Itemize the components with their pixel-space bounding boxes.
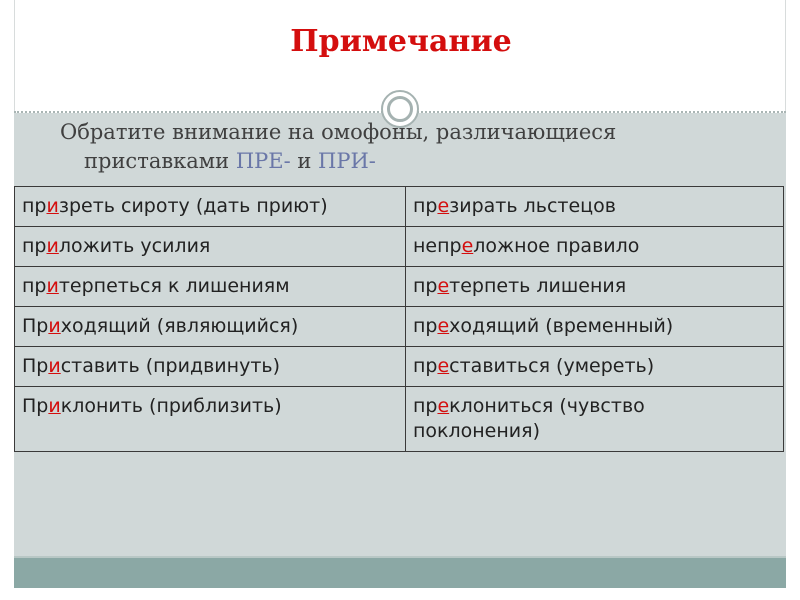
word-rest: ходящий (временный): [449, 315, 674, 337]
highlighted-vowel: и: [48, 355, 61, 377]
word-start: пр: [22, 195, 47, 217]
pre-word-cell: [405, 347, 783, 387]
slide-title: Примечание: [290, 24, 512, 59]
word-start: пр: [412, 395, 438, 417]
table-row: [15, 307, 784, 347]
word-start: пр: [22, 235, 47, 257]
word-rest: терпеться к лишениям: [58, 275, 290, 297]
pri-word-cell: [15, 347, 406, 387]
pri-word-cell: [15, 387, 406, 452]
pri-word-cell: [15, 307, 406, 347]
highlighted-vowel: и: [46, 275, 59, 297]
word-rest: ходящий (являющийся): [60, 315, 299, 337]
highlighted-vowel: е: [437, 275, 450, 297]
word-start: пр: [412, 275, 438, 297]
homophones-table: [14, 186, 784, 452]
word-rest: ставиться (умереть): [449, 355, 655, 377]
word-rest: терпеть лишения: [449, 275, 627, 297]
homophones-table-body: [15, 187, 784, 452]
pre-word-cell: [405, 267, 783, 307]
pre-word-cell: [405, 307, 783, 347]
table-row: [15, 347, 784, 387]
word-rest: зреть сироту (дать приют): [58, 195, 328, 217]
intro-and-text: и: [290, 149, 319, 173]
intro-prefix-text: приставками: [84, 149, 236, 173]
slide-footer: [14, 558, 786, 588]
table-row: [15, 227, 784, 267]
highlighted-vowel: и: [48, 315, 61, 337]
word-rest: клониться (чувство поклонения): [412, 395, 645, 442]
intro-line-1: Обратите внимание на омофоны, различающиеся: [60, 120, 617, 144]
highlighted-vowel: и: [48, 395, 61, 417]
word-start: непр: [412, 235, 462, 257]
pre-word-cell: [405, 187, 783, 227]
highlighted-vowel: е: [437, 315, 450, 337]
highlighted-vowel: е: [437, 395, 450, 417]
highlighted-vowel: е: [437, 195, 450, 217]
word-start: Пр: [22, 355, 49, 377]
word-rest: ложное правило: [473, 235, 640, 257]
prefix-pre-label: ПРЕ-: [235, 149, 291, 173]
intro-text: [60, 118, 760, 176]
intro-line-2: [60, 147, 760, 176]
pre-word-cell: [405, 227, 783, 267]
word-start: пр: [412, 315, 438, 337]
word-start: пр: [412, 195, 438, 217]
pri-word-cell: [15, 267, 406, 307]
highlighted-vowel: и: [46, 195, 59, 217]
highlighted-vowel: е: [437, 355, 450, 377]
table-row: [15, 267, 784, 307]
word-rest: зирать льстецов: [449, 195, 616, 217]
highlighted-vowel: и: [46, 235, 59, 257]
word-start: пр: [412, 355, 438, 377]
word-rest: ставить (придвинуть): [60, 355, 280, 377]
word-start: Пр: [22, 395, 49, 417]
word-rest: ложить усилия: [58, 235, 211, 257]
pri-word-cell: [15, 187, 406, 227]
word-start: пр: [22, 275, 47, 297]
slide: [14, 0, 786, 600]
prefix-pri-label: ПРИ-: [318, 149, 376, 173]
pri-word-cell: [15, 227, 406, 267]
word-start: Пр: [22, 315, 49, 337]
word-rest: клонить (приблизить): [60, 395, 282, 417]
table-row: [15, 187, 784, 227]
table-row: [15, 387, 784, 452]
pre-word-cell: [405, 387, 783, 452]
highlighted-vowel: е: [461, 235, 474, 257]
